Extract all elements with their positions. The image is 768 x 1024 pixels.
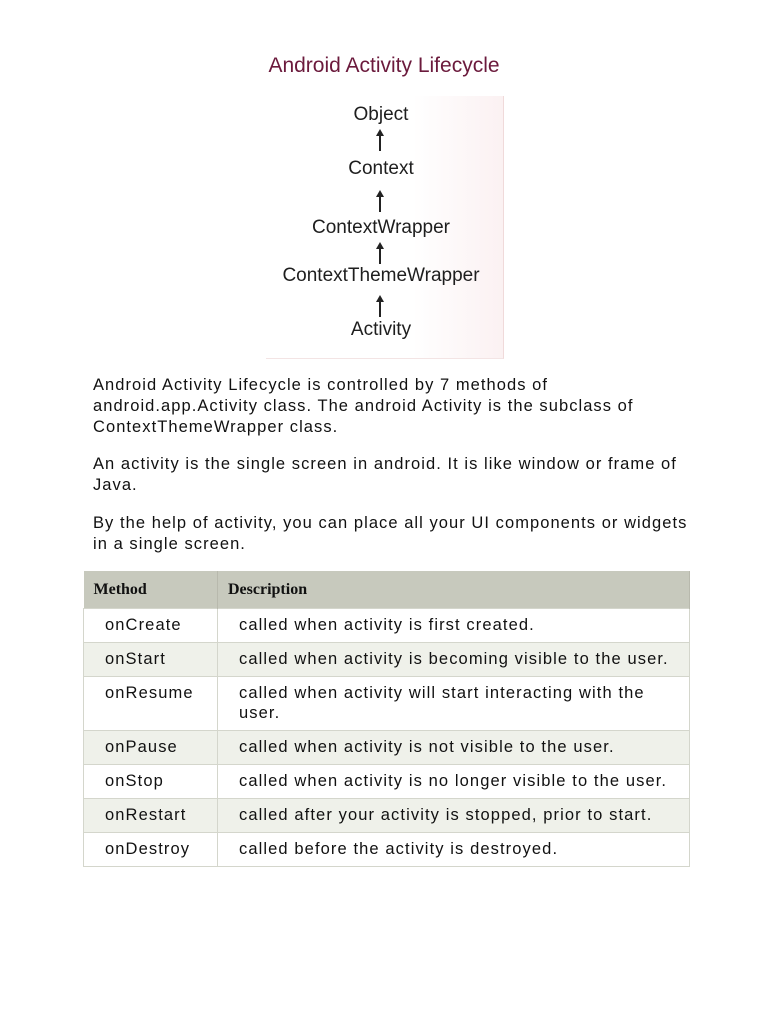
table-row (84, 833, 690, 867)
lifecycle-methods-table (83, 571, 690, 867)
table-row (84, 765, 690, 799)
up-arrow-icon (376, 295, 384, 317)
description-cell: called when activity is no longer visible to the user. (218, 765, 690, 799)
table-header-row (84, 571, 690, 609)
method-cell: onStart (84, 643, 218, 677)
table-row (84, 731, 690, 765)
diagram-node-context: Context (348, 158, 414, 179)
description-cell: called when activity is becoming visible to the user. (218, 643, 690, 677)
method-cell: onStop (84, 765, 218, 799)
up-arrow-icon (376, 129, 384, 151)
page-title: Android Activity Lifecycle (268, 54, 500, 77)
column-header-description: Description (218, 571, 690, 609)
activity-paragraph: An activity is the single screen in android. It is like window or frame of Java. (93, 455, 677, 494)
method-cell: onRestart (84, 799, 218, 833)
diagram-node-object: Object (353, 104, 409, 125)
column-header-method: Method (84, 571, 218, 609)
class-hierarchy-diagram (266, 96, 504, 359)
description-cell: called when activity will start interacting with the user. (218, 677, 690, 731)
description-cell: called when activity is not visible to the user. (218, 731, 690, 765)
description-cell: called after your activity is stopped, prior to start. (218, 799, 690, 833)
diagram-node-activity: Activity (350, 319, 412, 340)
up-arrow-icon (376, 242, 384, 264)
method-cell: onResume (84, 677, 218, 731)
diagram-node-contextthemewrapper: ContextThemeWrapper (282, 265, 480, 286)
table-row (84, 609, 690, 643)
intro-paragraph: Android Activity Lifecycle is controlled by 7 methods of android.app.Activity class. The android Activity is the subclass of ContextThemeWrapper class. (93, 376, 634, 436)
up-arrow-icon (376, 190, 384, 212)
method-cell: onPause (84, 731, 218, 765)
method-cell: onCreate (84, 609, 218, 643)
table-row (84, 677, 690, 731)
method-cell: onDestroy (84, 833, 218, 867)
table-row (84, 799, 690, 833)
diagram-node-contextwrapper: ContextWrapper (312, 217, 450, 238)
description-cell: called when activity is first created. (218, 609, 690, 643)
description-cell: called before the activity is destroyed. (218, 833, 690, 867)
ui-paragraph: By the help of activity, you can place all your UI components or widgets in a single screen. (93, 514, 688, 553)
table-row (84, 643, 690, 677)
